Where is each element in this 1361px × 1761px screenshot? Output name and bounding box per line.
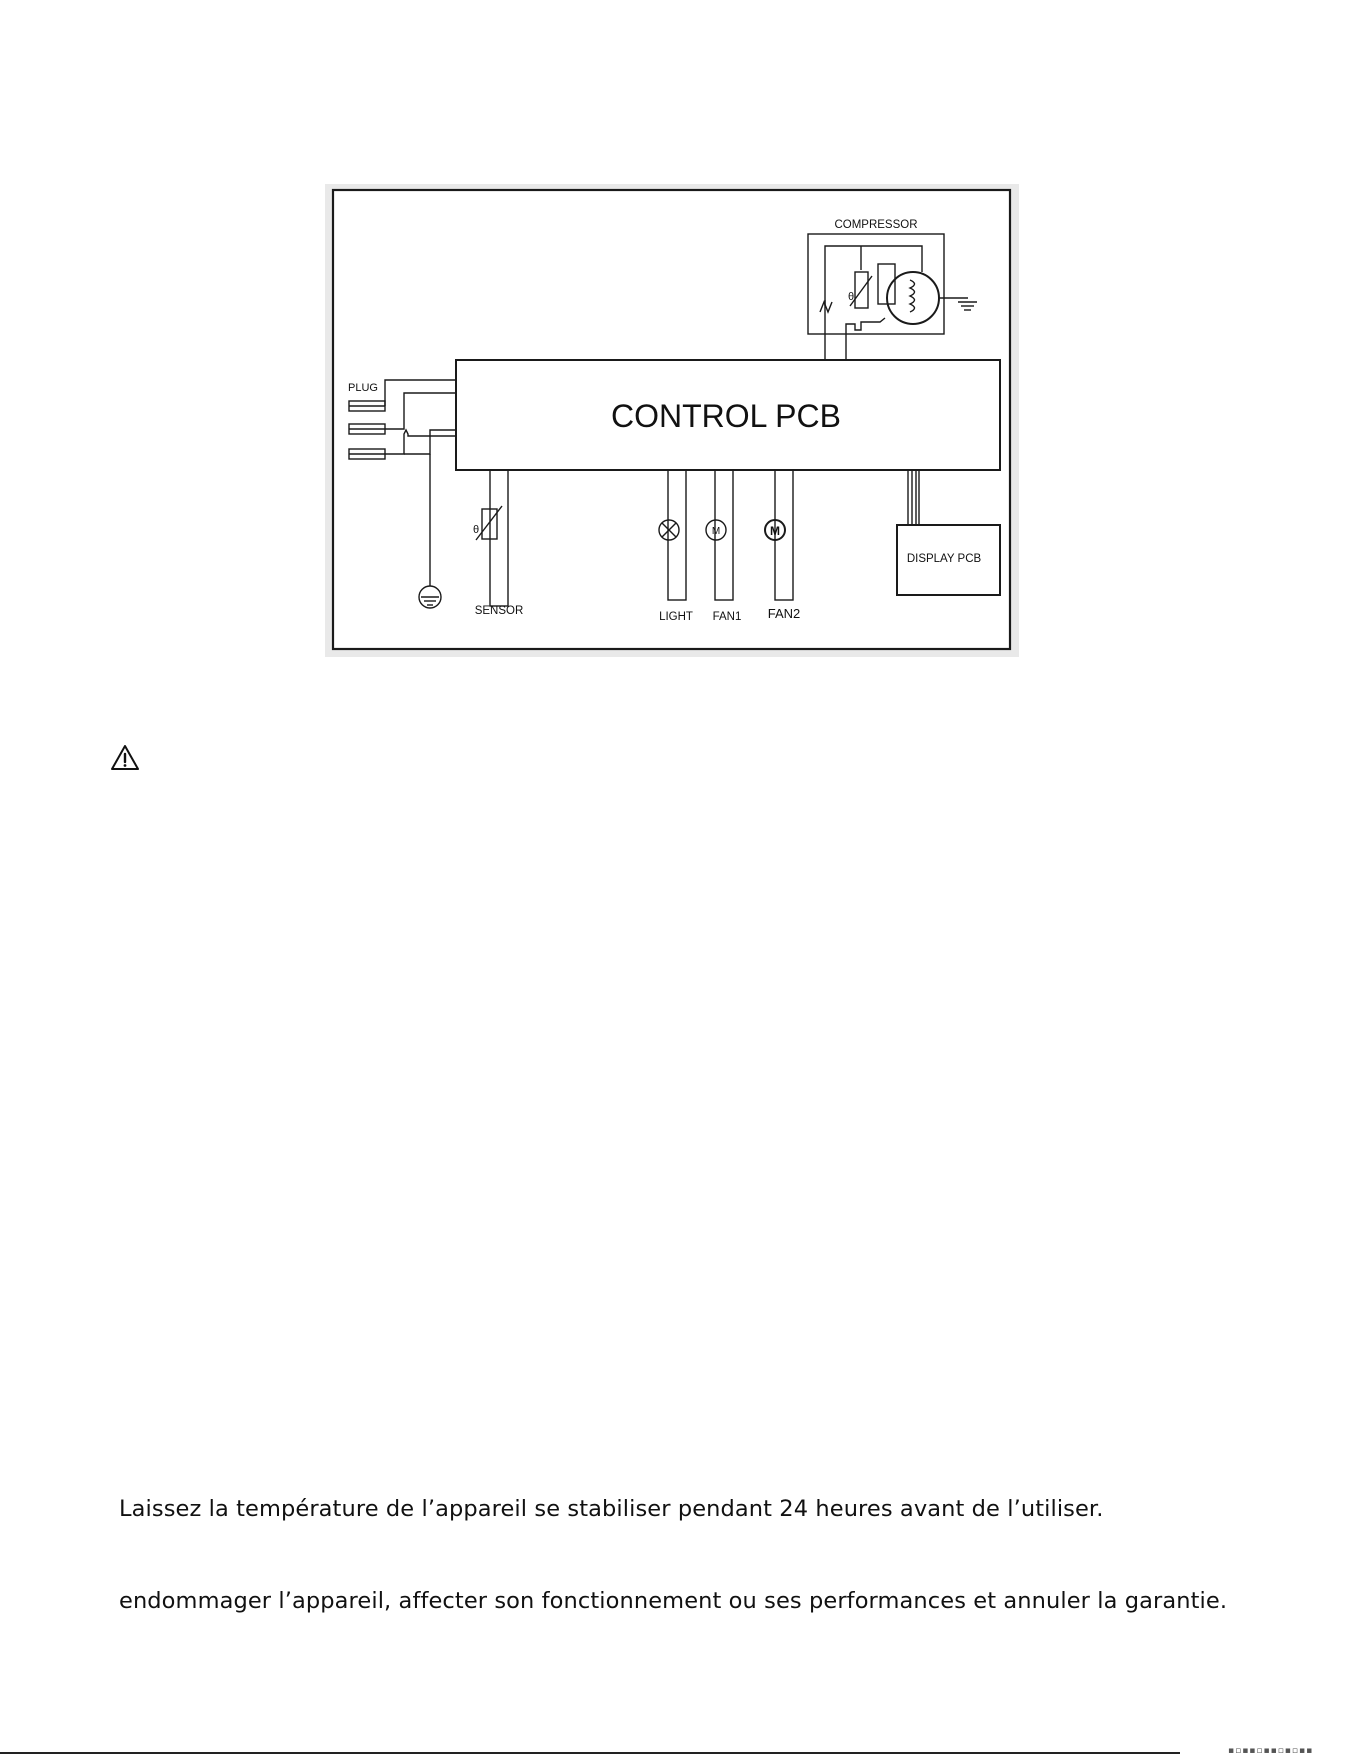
- light-label: LIGHT: [659, 611, 693, 623]
- fan2-motor-symbol: M: [770, 524, 780, 538]
- footer-rule: [0, 1752, 1180, 1754]
- compressor-label: COMPRESSOR: [834, 219, 918, 231]
- fan2-label: FAN2: [767, 606, 801, 621]
- warning-triangle-icon: [110, 744, 140, 772]
- sensor-label: SENSOR: [474, 605, 524, 617]
- sensor-theta: θ: [473, 524, 480, 536]
- wiring-diagram: [0, 0, 1361, 720]
- fan1-label: FAN1: [712, 611, 742, 623]
- compressor-ptc-theta: θ: [848, 291, 855, 303]
- plug-label: PLUG: [348, 382, 378, 394]
- footer-mark: ▪▫▪▪▫▪▪▫▪▫▪▪: [1228, 1746, 1314, 1756]
- display-pcb-label: DISPLAY PCB: [906, 553, 982, 565]
- fan1-motor-symbol: M: [711, 526, 721, 537]
- control-pcb-label: CONTROL PCB: [611, 398, 841, 434]
- body-text-warranty: endommager l’appareil, affecter son fonctionnement ou ses performances et annuler la garantie.: [119, 1588, 1228, 1614]
- body-text-stabilize: Laissez la température de l’appareil se stabiliser pendant 24 heures avant de l’utiliser.: [119, 1496, 1104, 1522]
